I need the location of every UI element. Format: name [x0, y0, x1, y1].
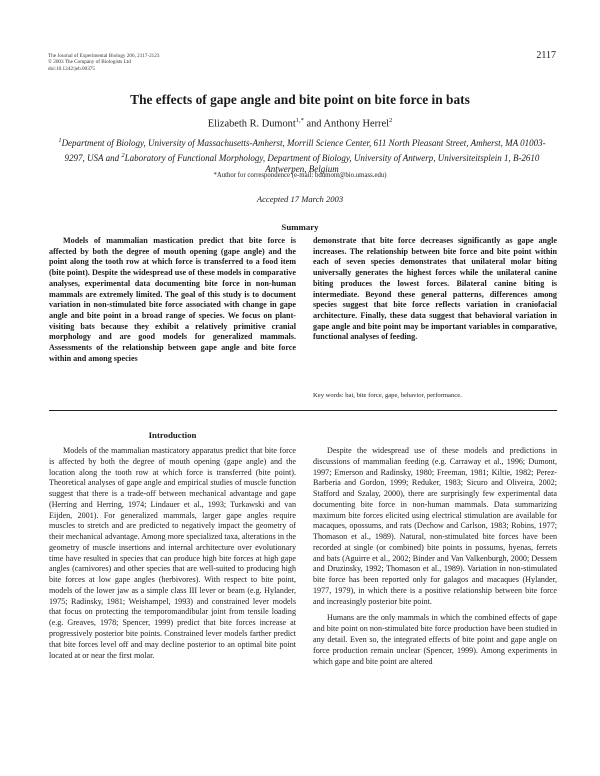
intro-paragraph: Humans are the only mammals in which the combined effects of gape and bite point on non-stimulated bite force production have been studied in any detail. Even so, the integrated effects of bite point and gape angle on force production remain unclear (Spencer, 1999). Among experiments in which gape and bite point are altered: [313, 613, 557, 666]
introduction-column-right: [313, 446, 557, 667]
summary-column-left: Models of mammalian mastication predict that bite force is affected by both the degree of mouth opening (gape angle) and the point along the tooth row at which force is transferred to a food item (bite point). Despite the widespread use of these models in comparative analyses, experimental data documenting bite force in non-human mammals are extremely limited. The goal of this study is to document variation in non-stimulated bite force associated with change in gape angle and bite point in a broad range of species. We focus on plant-visiting bats because they exhibit a relatively primitive cranial morphology and are good models for generalized mammals. Assessments of the relationship between gape angle and bite force within and among species: [49, 236, 296, 363]
page-number: 2117: [536, 50, 556, 61]
intro-paragraph: Models of the mammalian masticatory apparatus predict that bite force is affected by both the degree of mouth opening (gape angle) and the location along the tooth row at which force is transferred (bite point). Theoretical analyses of gape angle and empirical studies of muscle function suggest that there is a trade-off between mechanical advantage and gape (Herring and Herring, 1974; Lindauer et al., 1993; Turkawski and van Eijden, 2001). For generalized mammals, larger gape angles require muscles to stretch and are predicted to negatively impact the geometry of their mechanical advantage. Among more specialized taxa, alterations in the geometry of muscle insertions and internal architecture over evolutionary time have resulted in species that can produce high bite forces at high gape angles (carnivores) and other species that are well-suited to producing high bite forces at low gape angles (herbivores). With respect to bite point, models of the lower jaw as a simple class III lever or beam (e.g. Hylander, 1975; Radinsky, 1981; Weishampel, 1993) and constrained lever models that focus on protecting the temporomandibular joint from tensile loading (e.g. Greaves, 1978; Spencer, 1999) predict that bite forces increase at progressively posterior bite points. Constrained lever models farther predict that bite forces level off and may decline posterior to an optimal bite point located at or near the first molar.: [49, 446, 296, 660]
correspondence-note: *Author for correspondence (e-mail: bdumont@bio.umass.edu): [213, 172, 387, 179]
affiliation-1: Department of Biology, University of Massachusetts-Amherst, Morrill Science Center, 611 North Pleasant Street, Amherst, MA 01003-9297, USA: [61, 138, 546, 163]
section-divider: [49, 410, 557, 411]
affiliation-2: Laboratory of Functional Morphology, Department of Biology, University of Antwerp, Universiteitsplein 1, B-2610 Antwerpen, Belgium: [124, 152, 540, 175]
affiliation-2-sup: 2: [121, 151, 125, 159]
author-herrel-sup: 2: [389, 117, 393, 124]
author-dumont-sup: 1,*: [295, 117, 304, 124]
copyright-line: © 2003 The Company of Biologists Ltd: [48, 59, 131, 66]
keywords: Key words: bat, bite force, gape, behavior, performance.: [313, 392, 462, 399]
article-title: The effects of gape angle and bite point on bite force in bats: [130, 92, 470, 107]
affiliations: [52, 135, 552, 176]
accepted-date: Accepted 17 March 2003: [256, 194, 344, 204]
doi-line: doi:10.1242/jeb.00375: [48, 65, 95, 72]
intro-paragraph: Despite the widespread use of these models and predictions in discussions of mammalian feeding (e.g. Carraway et al., 1996; Dumont, 1997; Emerson and Radinsky, 1980; Freeman, 1981; Kiltie, 1982; Perez-Barberia and Gordon, 1999; Reduker, 1983; Sicuro and Oliveira, 2002; Stafford and Szalay, 2000), there are surprisingly few experimental data documenting bite force in non-human mammals. Data summarizing maximum bite forces elicited using electrical stimulation are available for macaques, opossums, and rats (Dechow and Carlson, 1983; Robins, 1977; Thomason et al., 1989). Natural, non-stimulated bite forces have been recorded at single (or combined) bite points in possums, hyenas, ferrets and bats (Aguirre et al., 2002; Binder and Van Valkenburgh, 2000; Dessem and Druzinsky, 1992; Thomason et al., 1989). Variation in non-stimulated bite force has been reported only for galagos and macaques (Hylander, 1977, 1979), in which there is a positive relationship between bite force and increasingly posterior bite point.: [313, 446, 557, 606]
introduction-heading: Introduction: [148, 430, 197, 440]
summary-column-right: demonstrate that bite force decreases significantly as gape angle increases. The relationship between bite force and bite point within each of seven species demonstrates that unilateral molar biting universally generates the highest forces while the unilateral canine biting produces the lowest forces. Bilateral canine biting is intermediate. Beyond these general patterns, differences among species suggest that bite force reflects variation in craniofacial architecture. Finally, these data suggest that behavioral variation in gape angle and bite point may be important variables in comparative, functional analyses of feeding.: [313, 236, 557, 342]
author-dumont: Elizabeth R. Dumont: [207, 118, 296, 130]
journal-citation: The Journal of Experimental Biology 206, 2117-2123: [48, 53, 160, 59]
summary-heading: Summary: [281, 222, 319, 232]
affiliation-conjunction: and: [103, 152, 122, 163]
author-line: [0, 117, 600, 129]
journal-header: [48, 53, 159, 72]
author-conjunction: and: [303, 118, 324, 130]
affiliation-1-sup: 1: [58, 137, 62, 144]
author-herrel: Anthony Herrel: [323, 118, 390, 130]
introduction-column-left: [49, 446, 296, 661]
